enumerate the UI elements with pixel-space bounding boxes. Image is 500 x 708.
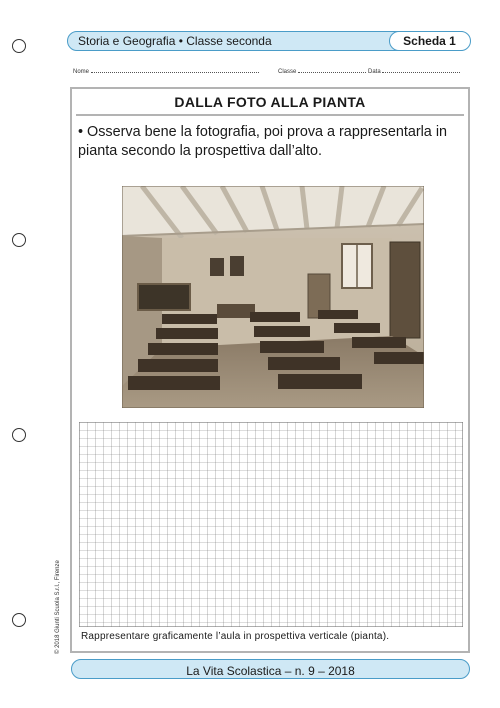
worksheet-number-tab <box>389 31 471 51</box>
title-divider <box>76 114 464 116</box>
binder-hole-lower-middle <box>12 428 26 442</box>
classroom-photo <box>122 186 424 408</box>
date-label: Data <box>368 69 381 75</box>
binder-hole-bottom <box>12 613 26 627</box>
name-label: Nome <box>73 69 90 75</box>
date-field[interactable] <box>368 66 460 75</box>
date-line <box>382 66 460 73</box>
name-field[interactable] <box>73 66 259 75</box>
grid-caption-text: Rappresentare graficamente l’aula in prospettiva verticale (pianta). <box>81 631 390 642</box>
binder-hole-top <box>12 39 26 53</box>
worksheet-number-label: Scheda 1 <box>403 33 456 48</box>
grid-caption <box>81 631 389 642</box>
class-line <box>298 66 366 73</box>
name-line <box>91 66 259 73</box>
student-info-fields <box>73 66 466 78</box>
drawing-grid[interactable] <box>79 422 463 627</box>
worksheet-title: DALLA FOTO ALLA PIANTA <box>174 94 366 110</box>
worksheet-card <box>70 87 470 653</box>
header-title: Storia e Geografia • Classe seconda <box>78 34 272 48</box>
instruction-text: • Osserva bene la fotografia, poi prova a rappresentarla in pianta secondo la prospettiva dall’alto. <box>78 124 448 159</box>
footer-text: La Vita Scolastica – n. 9 – 2018 <box>186 664 355 678</box>
binder-hole-upper-middle <box>12 233 26 247</box>
copyright-notice: © 2018 Giunti Scuola S.r.l., Firenze <box>55 560 61 654</box>
class-label: Classe <box>278 69 297 75</box>
footer-bar <box>71 659 470 679</box>
header-bar <box>67 31 470 51</box>
class-field[interactable] <box>278 66 366 75</box>
